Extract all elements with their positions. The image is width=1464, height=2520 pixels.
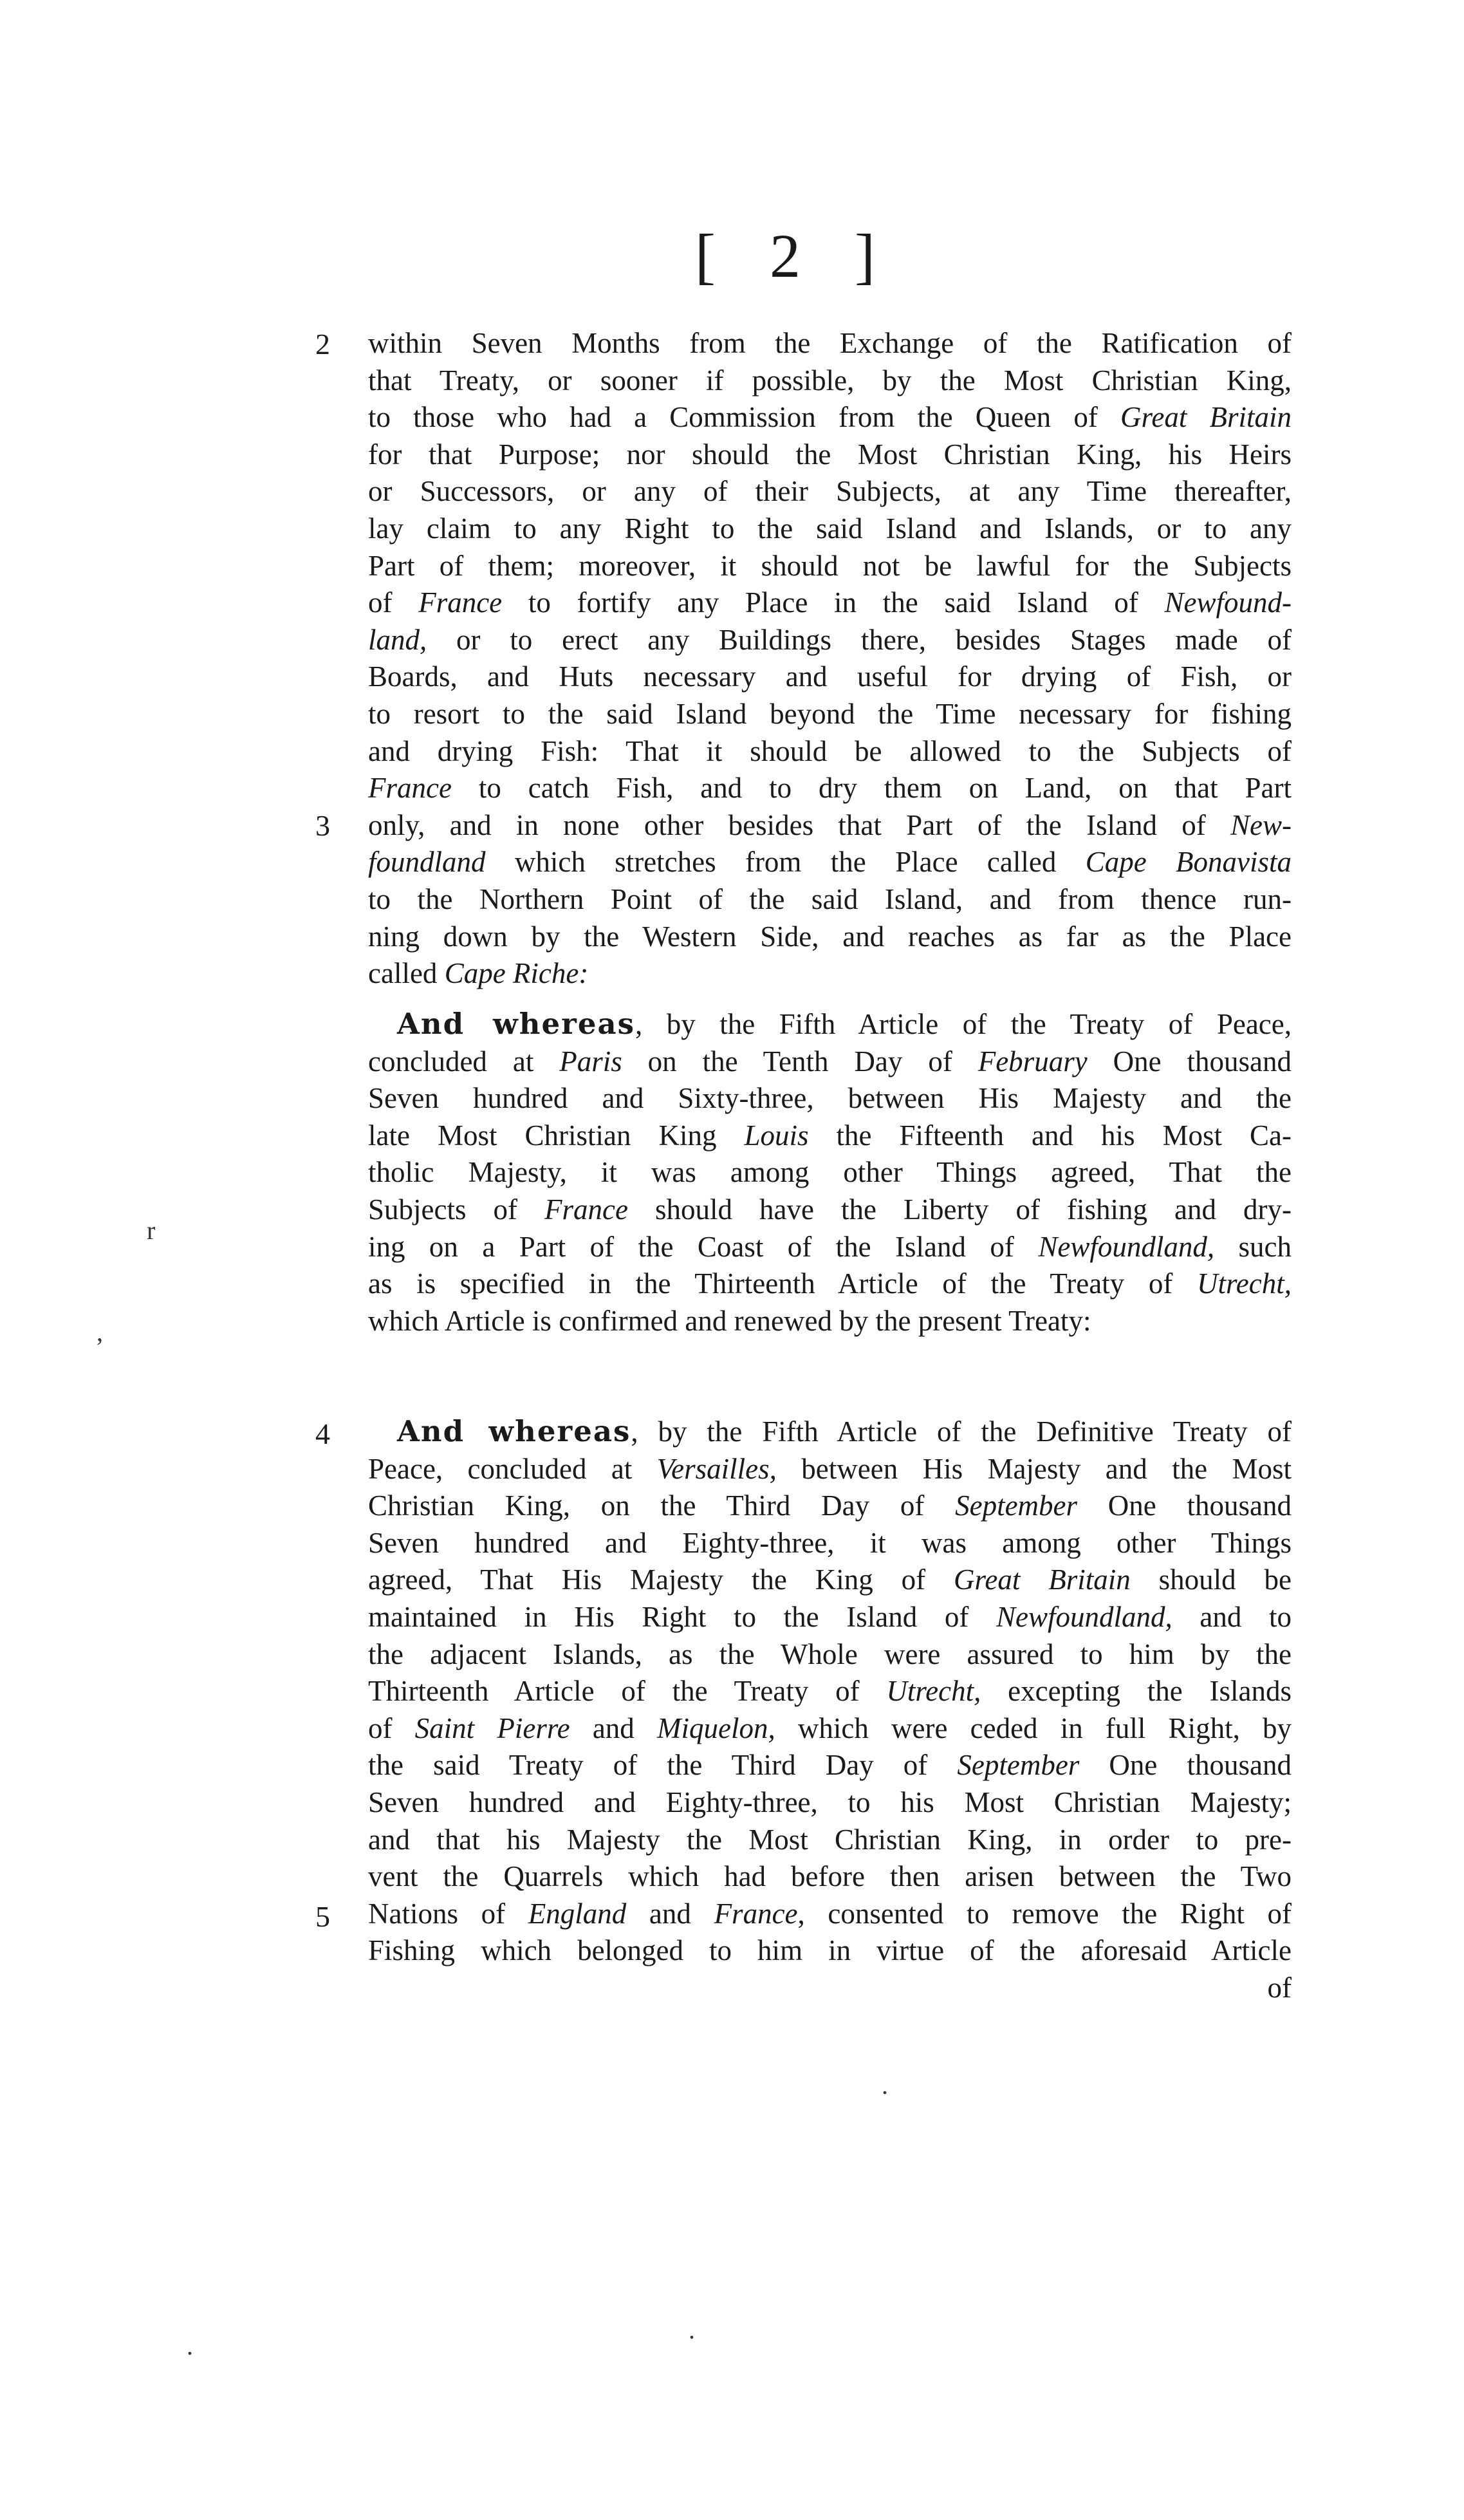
marginal-number: 5 (315, 1900, 330, 1933)
text-line: Thirteenth Article of the Treaty of Utrecht, excepting the Islands (368, 1675, 1292, 1708)
scan-mark: . (689, 2315, 695, 2344)
text-line: ing on a Part of the Coast of the Island of Newfoundland, such (368, 1230, 1292, 1263)
text-line: lay claim to any Right to the said Island and Islands, or to any (368, 512, 1292, 545)
text-line: Seven hundred and Eighty-three, it was among other Things (368, 1526, 1292, 1559)
text-line: that Treaty, or sooner if possible, by the Most Christian King, (368, 364, 1292, 397)
text-line: And whereas, by the Fifth Article of the Definitive Treaty of (397, 1414, 1292, 1448)
text-line: of Saint Pierre and Miquelon, which were ceded in full Right, by (368, 1712, 1292, 1744)
text-line: land, or to erect any Buildings there, besides Stages made of (368, 623, 1292, 656)
text-line: Seven hundred and Sixty-three, between His Majesty and the (368, 1082, 1292, 1115)
text-line: And whereas, by the Fifth Article of the Treaty of Peace, (397, 1007, 1292, 1041)
text-line: France to catch Fish, and to dry them on Land, on that Part (368, 772, 1292, 805)
text-line: within Seven Months from the Exchange of the Ratification of (368, 327, 1292, 359)
text-line: Part of them; moreover, it should not be lawful for the Subjects (368, 549, 1292, 582)
scan-mark: . (882, 2071, 888, 2100)
marginal-number: 3 (315, 809, 330, 842)
text-line: concluded at Paris on the Tenth Day of February One thousand (368, 1045, 1292, 1078)
text-line: Fishing which belonged to him in virtue of the aforesaid Article (368, 1934, 1292, 1967)
text-line: or Successors, or any of their Subjects, at any Time thereafter, (368, 475, 1292, 508)
scan-mark: . (187, 2331, 193, 2360)
text-line: the adjacent Islands, as the Whole were assured to him by the (368, 1638, 1292, 1670)
text-line: to the Northern Point of the said Island, and from thence run- (368, 882, 1292, 915)
text-line: for that Purpose; nor should the Most Christian King, his Heirs (368, 438, 1292, 471)
text-line: as is specified in the Thirteenth Article of the Treaty of Utrecht, (368, 1267, 1292, 1300)
text-line: maintained in His Right to the Island of Newfoundland, and to (368, 1600, 1292, 1633)
scan-mark: , (97, 1318, 103, 1347)
text-line: agreed, That His Majesty the King of Great Britain should be (368, 1563, 1292, 1596)
text-line: vent the Quarrels which had before then arisen between the Two (368, 1860, 1292, 1893)
page-number-header: [ 2 ] (695, 221, 894, 290)
text-line: which Article is confirmed and renewed by the present Treaty: (368, 1304, 1091, 1337)
text-line: the said Treaty of the Third Day of September One thousand (368, 1749, 1292, 1782)
text-line: of France to fortify any Place in the said Island of Newfound- (368, 586, 1292, 619)
text-line: tholic Majesty, it was among other Things agreed, That the (368, 1156, 1292, 1189)
text-line: Christian King, on the Third Day of September One thousand (368, 1489, 1292, 1522)
text-line: ning down by the Western Side, and reaches as far as the Place (368, 920, 1292, 953)
text-line: Nations of England and France, consented to remove the Right of (368, 1897, 1292, 1930)
paragraph-1 (368, 325, 1292, 993)
text-line: Boards, and Huts necessary and useful for drying of Fish, or (368, 660, 1292, 693)
text-line: late Most Christian King Louis the Fifteenth and his Most Ca- (368, 1119, 1292, 1152)
catchword: of (1267, 1971, 1292, 2004)
text-line: to those who had a Commission from the Queen of Great Britain (368, 401, 1292, 434)
scan-mark: r (147, 1216, 156, 1245)
text-line: foundland which stretches from the Place called Cape Bonavista (368, 846, 1292, 879)
marginal-number: 2 (315, 328, 330, 360)
text-line: and that his Majesty the Most Christian King, in order to pre- (368, 1823, 1292, 1856)
text-line: Peace, concluded at Versailles, between His Majesty and the Most (368, 1452, 1292, 1485)
paragraph-3 (368, 1413, 1292, 2007)
marginal-number: 4 (315, 1417, 330, 1450)
paragraph-2 (368, 1005, 1292, 1339)
text-line: to resort to the said Island beyond the Time necessary for fishing (368, 697, 1292, 730)
text-line: only, and in none other besides that Part of the Island of New- (368, 808, 1292, 841)
text-line: and drying Fish: That it should be allowed to the Subjects of (368, 734, 1292, 767)
text-line: Seven hundred and Eighty-three, to his Most Christian Majesty; (368, 1786, 1292, 1818)
text-line: Subjects of France should have the Liberty of fishing and dry- (368, 1193, 1292, 1226)
text-line: called Cape Riche: (368, 957, 589, 990)
